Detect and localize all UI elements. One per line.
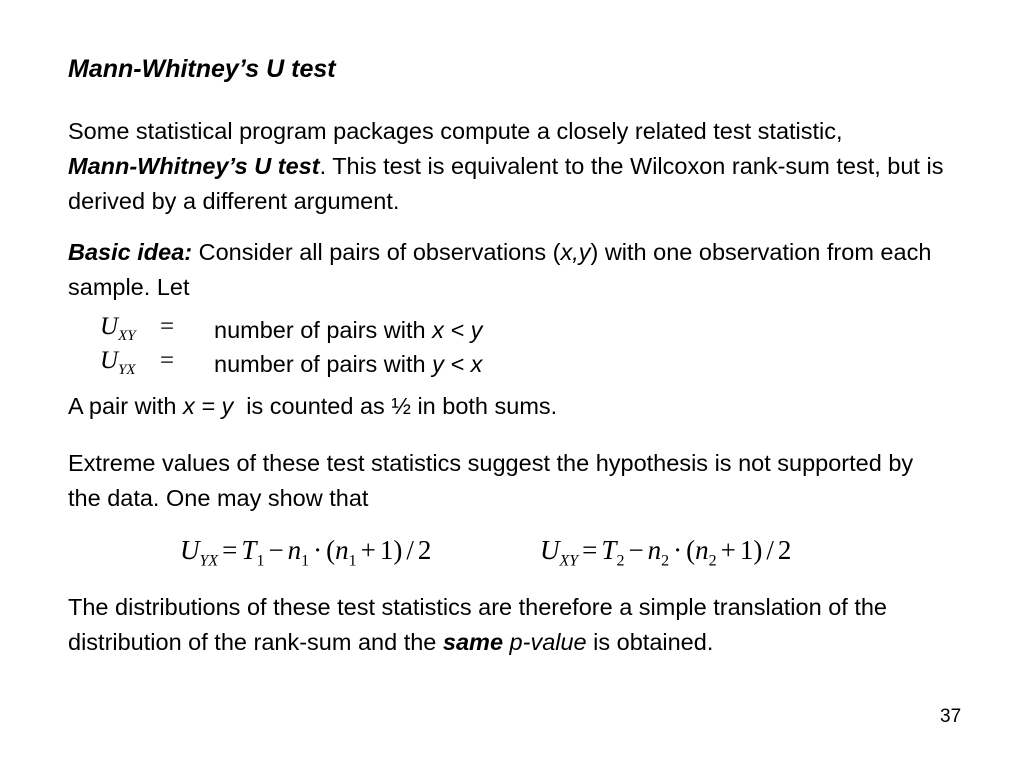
definition-uxy xyxy=(100,313,800,347)
formula-uyx: $U_{YX} = T_1 - n_1 \cdot (n_1 + 1) / 2$ xyxy=(180,535,432,570)
intro-paragraph xyxy=(68,114,1018,219)
definition-text: number of pairs with y < x xyxy=(214,351,483,377)
definition-uyx xyxy=(100,347,800,381)
conclusion-text-2: is obtained. xyxy=(586,629,714,655)
basic-idea-paragraph xyxy=(68,235,1018,305)
basic-idea-text-2: ) with one observation from each sample. Let xyxy=(68,239,932,300)
tie-rule-text-2: is counted as ½ in both sums. xyxy=(233,393,558,419)
conclusion-text-1: The distributions of these test statistics are therefore a simple translation of the distribution of the rank-sum and the xyxy=(68,594,887,655)
slide-title: Mann-Whitney’s U test xyxy=(68,55,336,83)
definition-equals: = xyxy=(160,313,175,340)
extreme-paragraph: Extreme values of these test statistics suggest the hypothesis is not supported by the data. One may show that xyxy=(68,450,914,511)
intro-test-name: Mann-Whitney’s U test xyxy=(68,153,320,179)
tie-rule-condition: x = y xyxy=(182,393,234,419)
tie-rule-text-1: A pair with xyxy=(68,393,183,419)
intro-text-2: . This test is equivalent to the Wilcoxon rank-sum test, but is derived by a different argument. xyxy=(68,153,944,214)
intro-text-1: Some statistical program packages compute a closely related test statistic, xyxy=(68,118,843,144)
conclusion-pvalue: p-value xyxy=(509,629,587,655)
tie-rule-paragraph xyxy=(68,389,1018,424)
conclusion-paragraph xyxy=(68,590,998,660)
definition-equals: = xyxy=(160,347,175,374)
formula-uxy: $U_{XY} = T_2 - n_2 \cdot (n_2 + 1) / 2$ xyxy=(540,535,792,570)
definition-symbol: $U_{XY}$ xyxy=(100,313,136,344)
basic-idea-label: Basic idea: xyxy=(68,239,193,265)
basic-idea-text-1: Consider all pairs of observations ( xyxy=(192,239,561,265)
page-number: 37 xyxy=(940,706,962,727)
definition-symbol: $U_{YX}$ xyxy=(100,347,136,378)
definition-text: number of pairs with x < y xyxy=(214,317,483,343)
basic-idea-pair: x,y xyxy=(560,239,591,265)
conclusion-same: same xyxy=(442,629,504,655)
